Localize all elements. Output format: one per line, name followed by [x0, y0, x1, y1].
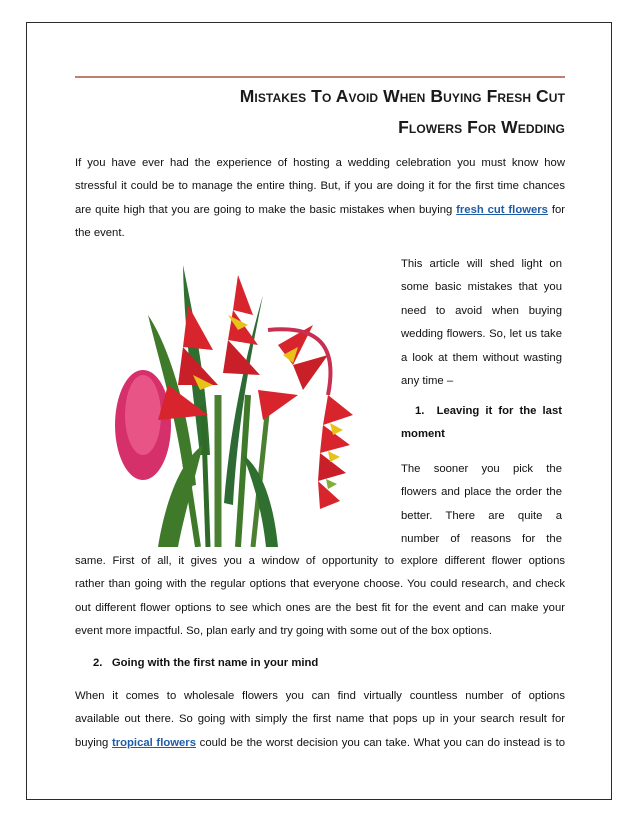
heliconia-flowers-image — [88, 255, 378, 547]
side-line-5: a look at them without wasting — [401, 351, 562, 364]
page-title-line-2: Flowers For Wedding — [398, 117, 565, 137]
item-1-side-line-1: The sooner you pick the — [401, 463, 562, 475]
item-1-body-line-1: same. First of all, it gives you a window of opportunity to explore different flower options — [75, 555, 565, 567]
item-1-body-line-4: event more impactful. So, plan early and try going with some out of the box options. — [75, 625, 492, 638]
item-1-body-line-3: out different flower options to see which ones are the best fit for the event and can make your — [75, 601, 565, 614]
fresh-cut-flowers-link[interactable]: fresh cut flowers — [456, 203, 548, 216]
item-1-side-paragraph — [401, 458, 562, 552]
intro-line-3 — [75, 199, 565, 222]
intro-line-4: the event. — [75, 227, 125, 240]
item-1-body-paragraph — [75, 550, 565, 644]
item-1-heading-line-2: moment — [401, 428, 445, 441]
page-title-line-1: Mistakes To Avoid When Buying Fresh Cut — [239, 86, 565, 106]
item-1-heading — [401, 400, 562, 447]
item-1-body-line-2: rather than going with the regular options that everyone choose. You could research, and check — [75, 578, 565, 591]
item-1-side-line-4: number of reasons for the — [401, 533, 562, 546]
item-1-heading-a: Leaving it for the last — [436, 405, 562, 417]
side-line-1: This article will shed light on — [401, 258, 562, 270]
side-line-4: wedding flowers. So, let us take — [401, 328, 562, 341]
intro-line-3-pre: are quite high that you are going to make the basic mistakes when buying — [75, 203, 453, 216]
item-2-body-paragraph — [75, 685, 565, 755]
item-2-body-line-1: When it comes to wholesale flowers you can find virtually countless number of options — [75, 690, 565, 702]
item-2-body-line-2: available out there. So going with simply the first name that pops up in your search result for — [75, 713, 565, 726]
intro-line-3-post: for — [551, 203, 566, 216]
item-2-body-line-3 — [75, 732, 565, 755]
intro-line-1: If you have ever had the experience of hosting a wedding celebration you must know how — [75, 157, 565, 169]
item-1-heading-line-1 — [401, 400, 562, 423]
side-line-6: any time – — [401, 375, 454, 388]
item-2-heading-text: Going with the first name in your mind — [111, 657, 319, 669]
side-line-3: need to avoid when buying — [401, 304, 562, 317]
item-2-heading — [93, 652, 563, 675]
item-1-side-line-2: flowers and place the order the — [401, 486, 562, 499]
side-line-2: some basic mistakes that you — [401, 281, 562, 294]
item-1-number: 1. — [415, 405, 425, 417]
intro-paragraph — [75, 152, 565, 246]
item-2-body-line-3-pre: buying — [75, 736, 109, 749]
title-rule — [75, 76, 565, 78]
intro-line-2: stressful it could be to manage the entire thing. But, if you are doing it for the first time chances — [75, 180, 565, 193]
item-1-side-line-3: better. There are quite a — [401, 509, 562, 522]
item-2-body-line-3-post: could be the worst decision you can take. What you can do instead is to — [199, 736, 566, 749]
item-2-number: 2. — [93, 657, 103, 669]
side-paragraph — [401, 253, 562, 393]
tropical-flowers-link[interactable]: tropical flowers — [111, 736, 196, 749]
